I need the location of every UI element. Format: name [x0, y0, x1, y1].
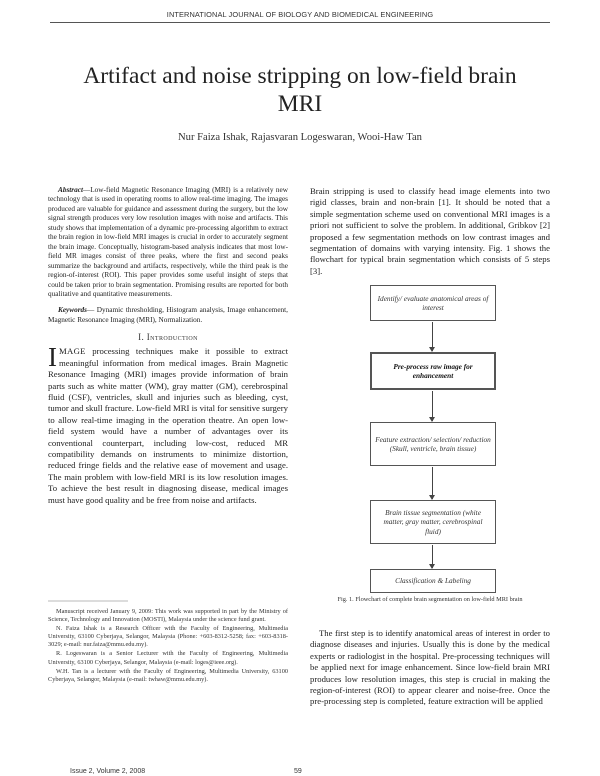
flowchart-arrow-4 — [432, 545, 433, 568]
flowchart-step-3: Feature extraction/ selection/ reduction (Skull, ventricle, brain tissue) — [370, 422, 496, 466]
footnote-author-3: W.H. Tan is a lecturer with the Faculty of Engineering, Multimedia University, 63100 Cyberjaya, Selangor, Malaysia (e-mail: twhaw@mmu.edu.my). — [48, 667, 288, 683]
flowchart-step-5: Classification & Labeling — [370, 569, 496, 593]
footnote-author-1: N. Faiza Ishak is a Research Officer with the Faculty of Engineering, Multimedia University, 63100 Cyberjaya, Selangor, Malaysia (Phone: +603-8312-5258; fax: +603-8318-3029; e-mail: nur.faiza@mmu.edu.my). — [48, 625, 288, 649]
section-heading-introduction: I. Introduction — [138, 332, 198, 343]
footnote-author-2: R. Logeswaran is a Senior Lecturer with the Faculty of Engineering, Multimedia University, 63100 Cyberjaya, Selangor, Malaysia (e-mail: loges@ieee.org). — [48, 650, 288, 666]
paper-title: Artifact and noise stripping on low-field brain MRI — [83, 63, 517, 117]
abstract-text: —Low-field Magnetic Resonance Imaging (MRI) is a relatively new technology that is used in operating rooms to allow real-time imaging. The images produced are valuable for guidance and assessment during the surgery, but the low signal strength produces very low resolution images with noise and artifacts. This study shows that implementation of a dynamic pre-processing algorithm to extract the brain region in low-field MRI images is crucial in order to accurately segment the brain image. Conceptually, histogram-based analysis indicates that most low-field MR images consist of three peaks, where the first and second peaks summarize the background and artifacts, respectively, while the third peak is the region-of-interest (ROI). This paper provides some useful insight of steps that could be taken prior to brain segmentation. Promising results are reported for both qualitative and quantitative measurements. — [48, 186, 288, 298]
right-paragraph-1: Brain stripping is used to classify head image elements into two rigid classes, brain and non-brain [1]. It should be noted that a simple segmentation scheme used on conventional MRI images is a priori not sufficient to solve the problem. In additional, Gribkov [2] proposed a few segmentation methods on low contrast images and segmentation of domains with varying intensity. Fig. 1 shows the flowchart for typical brain segmentation which consists of 5 steps [3]. — [310, 186, 550, 276]
page-number: 59 — [294, 768, 302, 775]
dropcap-letter: I — [48, 342, 57, 373]
figure-caption: Fig. 1. Flowchart of complete brain segmentation on low-field MRI brain — [337, 596, 523, 603]
flowchart-arrow-3 — [432, 467, 433, 499]
flowchart-step-1: Identify/ evaluate anatomical areas of interest — [370, 285, 496, 321]
right-paragraph-2: The first step is to identify anatomical areas of interest in order to diagnose diseases and injuries. Usually this is done by the medical experts or radiologist in the hospital. Pre-processing techniques will be applied next for image enhancement. Since low-field brain MRI produces low resolution images, this step is crucial in making the region-of-interest (ROI) to appear clearer and noise-free. Once the pre-processing step is completed, feature extraction will be applied — [310, 628, 550, 707]
footnote-rule — [48, 600, 288, 602]
header-rule — [50, 22, 550, 23]
introduction-text: processing techniques make it possible to extract meaningful information from medical images. Brain Magnetic Resonance Imaging (MRI) images provide information of brain parts such as white matter (WM), gray matter (GM), cerebrospinal fluid (CSF), ventricles, skull and injuries such as bleeding, cyst, tumor and skull fracture. Low-field MRI is vital for sensitive surgery to allow real-time imaging in the operation theatre. An open low-field system would have a number of advantages over its conventional counterpart, including low-cost, reduced MR compatibility demands on instruments to minimize distortion, reduced fringe fields and the relative ease of movement and usage. The main problem with low-field MRI is its low resolution images. To achieve the best result in diagnosing disease, medical images must have good quality and be free from noise and artifacts. — [48, 346, 288, 505]
abstract-label: Abstract — [58, 186, 83, 194]
journal-header: INTERNATIONAL JOURNAL OF BIOLOGY AND BIOMEDICAL ENGINEERING — [166, 10, 434, 19]
flowchart-arrow-1 — [432, 322, 433, 351]
footnote-manuscript: Manuscript received January 9, 2009: This work was supported in part by the Ministry of Science, Technology and Innovation (MOSTI), Malaysia under the science fund grant. — [48, 608, 288, 624]
abstract — [48, 186, 288, 299]
flowchart-step-4: Brain tissue segmentation (white matter, gray matter, cerebrospinal fluid) — [370, 500, 496, 544]
intro-first-word: MAGE — [59, 346, 86, 357]
right-bottom-text — [310, 628, 550, 708]
introduction-paragraph — [48, 342, 288, 506]
keywords — [48, 306, 288, 325]
flowchart-arrow-2 — [432, 391, 433, 421]
flowchart-step-2: Pre-process raw image for enhancement — [370, 352, 496, 390]
left-column — [48, 186, 288, 506]
keywords-text: — Dynamic thresholding, Histogram analysis, Image enhancement, Magnetic Resonance Imaging (MRI), Normalization. — [48, 306, 288, 324]
author-list: Nur Faiza Ishak, Rajasvaran Logeswaran, Wooi-Haw Tan — [178, 132, 422, 143]
flowchart-figure — [310, 285, 550, 595]
keywords-label: Keywords — [58, 306, 87, 315]
footer-issue: Issue 2, Volume 2, 2008 — [70, 768, 146, 775]
footnotes — [48, 608, 288, 685]
right-column — [310, 186, 550, 277]
